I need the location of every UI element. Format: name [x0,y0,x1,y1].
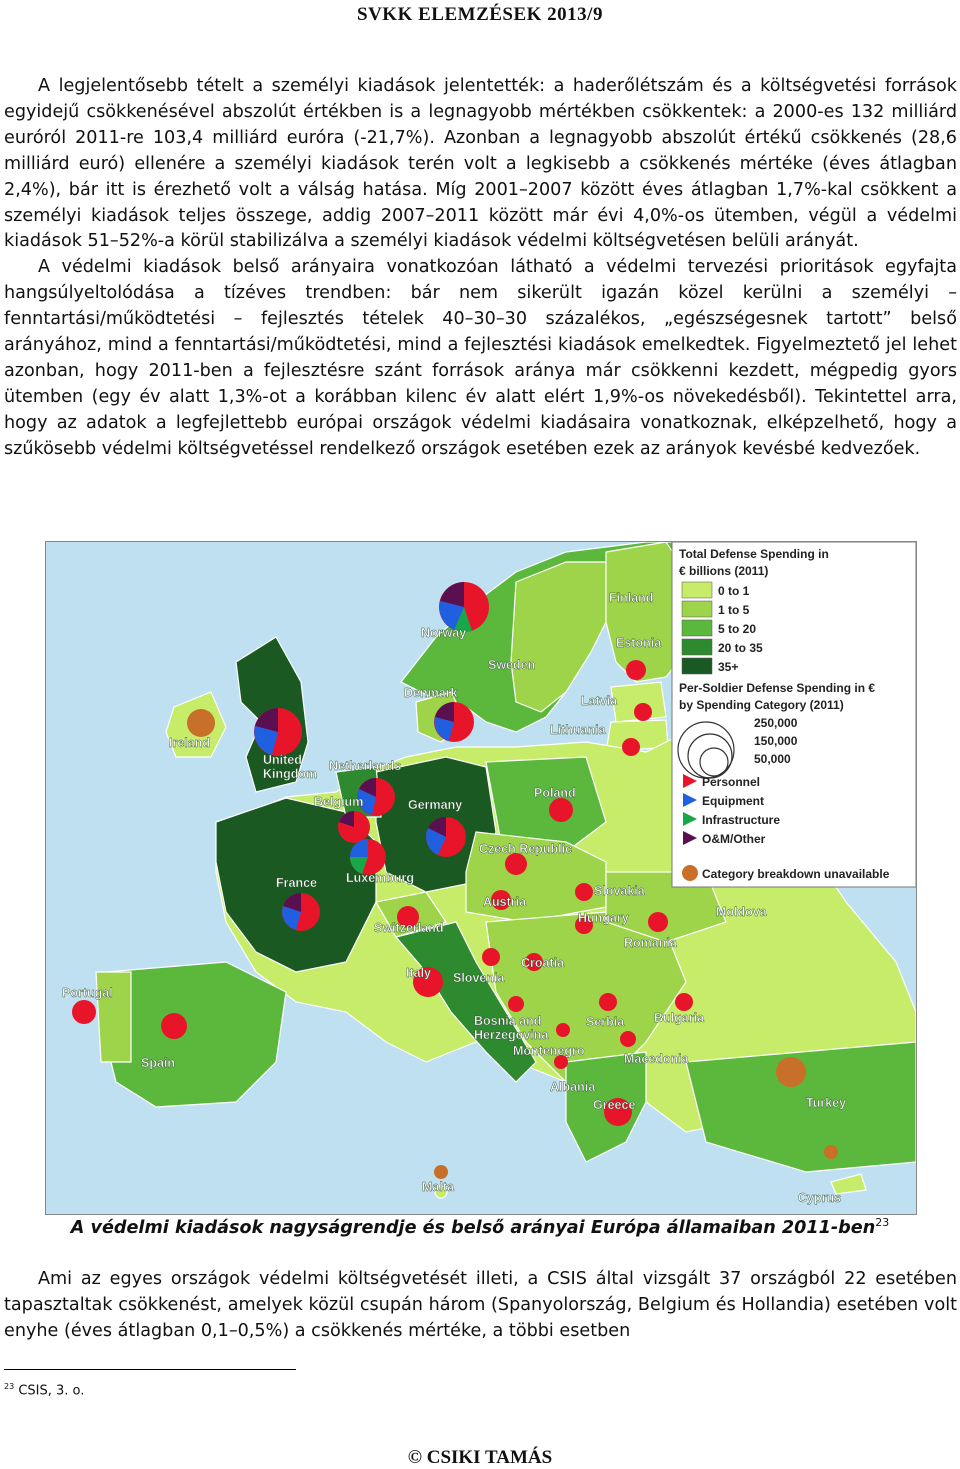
paragraph-3: Ami az egyes országok védelmi költségvetését illeti, a CSIS által vizsgált 37 országból 22 esetében tapasztaltak csökkenést, amelyek közül csupán három (Spanyolország, Belgium és Hollandia) esetében volt enyhe (éves átlagban 0,1–0,5%) a csökkenés mértéke, a többi esetben [4,1269,957,1341]
label-switzerland: Switzerland [374,921,444,935]
map-legend [672,542,916,887]
label-herzegovina: Herzegovina [474,1028,549,1042]
footnote-rule [4,1369,296,1370]
label-croatia: Croatia [521,956,565,970]
pie-slovakia [575,883,593,901]
label-france: France [276,876,317,890]
pie-slovenia [482,948,500,966]
body-paragraph-after [4,1267,957,1345]
legend-size-0: 250,000 [754,716,798,730]
label-bulgaria: Bulgaria [654,1011,705,1025]
legend-swatch-3 [682,639,712,655]
legend-swatch-4 [682,658,712,674]
legend-breakdown-1: Equipment [702,794,764,808]
pie-latvia [634,703,652,721]
caption-footnote-ref: 23 [875,1216,890,1229]
running-header: SVKK ELEMZÉSEK 2013/9 [357,4,603,25]
label-sweden: Sweden [488,658,536,672]
pie-france [282,893,320,931]
label-netherlands: Netherlands [329,759,402,773]
pie-portugal [72,1000,96,1024]
legend-breakdown-3: O&M/Other [702,832,766,846]
label-slovenia: Slovenia [453,971,505,985]
label-romania: Romania [624,936,677,950]
pie-malta [434,1165,448,1179]
pie-romania [648,912,668,932]
label-lithuania: Lithuania [550,723,606,737]
pie-uk [254,708,302,756]
label-denmark: Denmark [404,686,458,700]
legend-breakdown-0: Personnel [702,775,761,789]
unavailable-icon [682,865,698,881]
pie-montenegro [556,1023,570,1037]
footnote-ref: 23 [4,1382,15,1391]
label-finland: Finland [609,591,654,605]
label-serbia: Serbia [586,1015,625,1029]
label-greece: Greece [593,1098,636,1112]
label-bosnia: Bosnia and [474,1014,542,1028]
label-moldova: Moldova [716,905,767,919]
footnote-text: CSIS, 3. o. [18,1383,85,1399]
pie-germany [426,817,466,857]
pie-luxemburg [350,839,386,875]
legend-cat-0: 0 to 1 [718,584,750,598]
label-estonia: Estonia [616,636,662,650]
pie-lithuania [622,738,640,756]
label-austria: Austria [483,895,527,909]
label-united: United [263,753,302,767]
legend-swatch-2 [682,620,712,636]
label-slovakia: Slovakia [594,884,645,898]
legend-swatch-1 [682,601,712,617]
paragraph-2: A védelmi kiadások belső arányaira vonatkozóan látható a védelmi tervezési prioritások egyfajta hangsúlyeltolódása a tízéves trendben: bár nem sikerült igazán közel kerülni a személyi – fenntartási/működtetési – fejlesztés tételek 40–30–30 százalékos, „egészségesnek tartott” belső arányához, mind a fenntartási/működtetési, mind a fejlesztési kiadások emelkedtek. Figyelmeztető jel lehet azonban, hogy 2011-ben a fejlesztésre szánt források aránya már csökkenni kezdett, mégpedig gyors ütemben (egy év alatt 1,3%-ot a korábban kilenc év alatt elért 1,9%-os növekedésből). Tekintettel arra, hogy az adatok a legfejlettebb európai országok védelmi kiadásaira vonatkoznak, elképzelhető, hogy a szűkösebb védelmi költségvetéssel rendelkező országok esetében ezek az arányok kevésbé kedvezőek. [4,257,957,459]
label-czech-republic: Czech Republic [479,842,573,856]
label-cyprus: Cyprus [798,1191,842,1205]
legend-size-1: 150,000 [754,734,798,748]
label-poland: Poland [534,786,576,800]
pie-belgium [338,811,370,843]
figure-caption [0,1216,960,1238]
page-footer: © CSIKI TAMÁS [407,1447,553,1468]
caption-text: A védelmi kiadások nagyságrendje és belső arányai Európa államaiban 2011-ben [70,1217,876,1238]
label-kingdom: Kingdom [263,767,318,781]
label-malta: Malta [422,1180,454,1194]
label-hungary: Hungary [578,911,629,925]
pie-denmark [434,702,474,742]
label-ireland: Ireland [169,736,210,750]
label-belgium: Belgium [314,795,364,809]
pie-ireland [187,709,215,737]
pie-turkey [776,1057,806,1087]
pie-serbia [599,993,617,1011]
legend-cat-2: 5 to 20 [718,622,757,636]
label-albania: Albania [550,1080,596,1094]
label-norway: Norway [421,626,467,640]
label-portugal: Portugal [62,986,113,1000]
legend-cat-3: 20 to 35 [718,641,763,655]
paragraph-1: A legjelentősebb tételt a személyi kiadások jelentették: a haderőlétszám és a költségvetési források egyidejű csökkenésével abszolút értékben is a legnagyobb mértékben csökkentek: a 2000-es 132 milliárd euróról 2011-re 103,4 milliárd euróra (-21,7%). Azonban a legnagyobb abszolút értékű csökkenés (28,6 milliárd euró) ellenére a személyi kiadások terén volt a legkisebb a csökkenés mértéke (éves átlagban 2,4%), bár itt is érezhető volt a válság hatása. Míg 2001–2007 között éves átlagban 1,7%-kal csökkent a személyi kiadások teljes összege, addig 2007–2011 között már évi 4,0%-os ütemben, végül a védelmi kiadások 51–52%-a körül stabilizálva a személyi kiadások védelmi költségvetésen belüli arányát. [4,76,957,252]
footnote [4,1382,84,1398]
pie-bosnia [508,996,524,1012]
label-italy: Italy [406,966,432,980]
legend-title-line2: € billions (2011) [679,564,769,578]
pie-spain [161,1013,187,1039]
pie-macedonia [620,1031,636,1047]
label-spain: Spain [141,1056,176,1070]
pie-czech [505,853,527,875]
label-latvia: Latvia [581,694,618,708]
legend-cat-1: 1 to 5 [718,603,750,617]
label-luxemburg: Luxemburg [346,871,415,885]
label-montenegro: Montenegro [513,1044,585,1058]
body-paragraphs [4,74,957,463]
label-germany: Germany [408,798,463,812]
pie-cyprus [824,1145,838,1159]
pie-poland [549,798,573,822]
pie-bulgaria [675,993,693,1011]
legend-per-soldier-line1: Per-Soldier Defense Spending in € [679,681,876,695]
legend-per-soldier-line2: by Spending Category (2011) [679,698,844,712]
legend-size-2: 50,000 [754,752,791,766]
legend-breakdown-2: Infrastructure [702,813,781,827]
label-macedonia: Macedonia [624,1052,689,1066]
legend-swatch-0 [682,582,712,598]
legend-title-line1: Total Defense Spending in [679,547,829,561]
pie-estonia [626,660,646,680]
label-turkey: Turkey [806,1096,847,1110]
legend-unavailable: Category breakdown unavailable [702,867,890,881]
legend-cat-4: 35+ [718,660,739,674]
pie-norway [439,582,489,632]
europe-defense-map [45,541,917,1215]
